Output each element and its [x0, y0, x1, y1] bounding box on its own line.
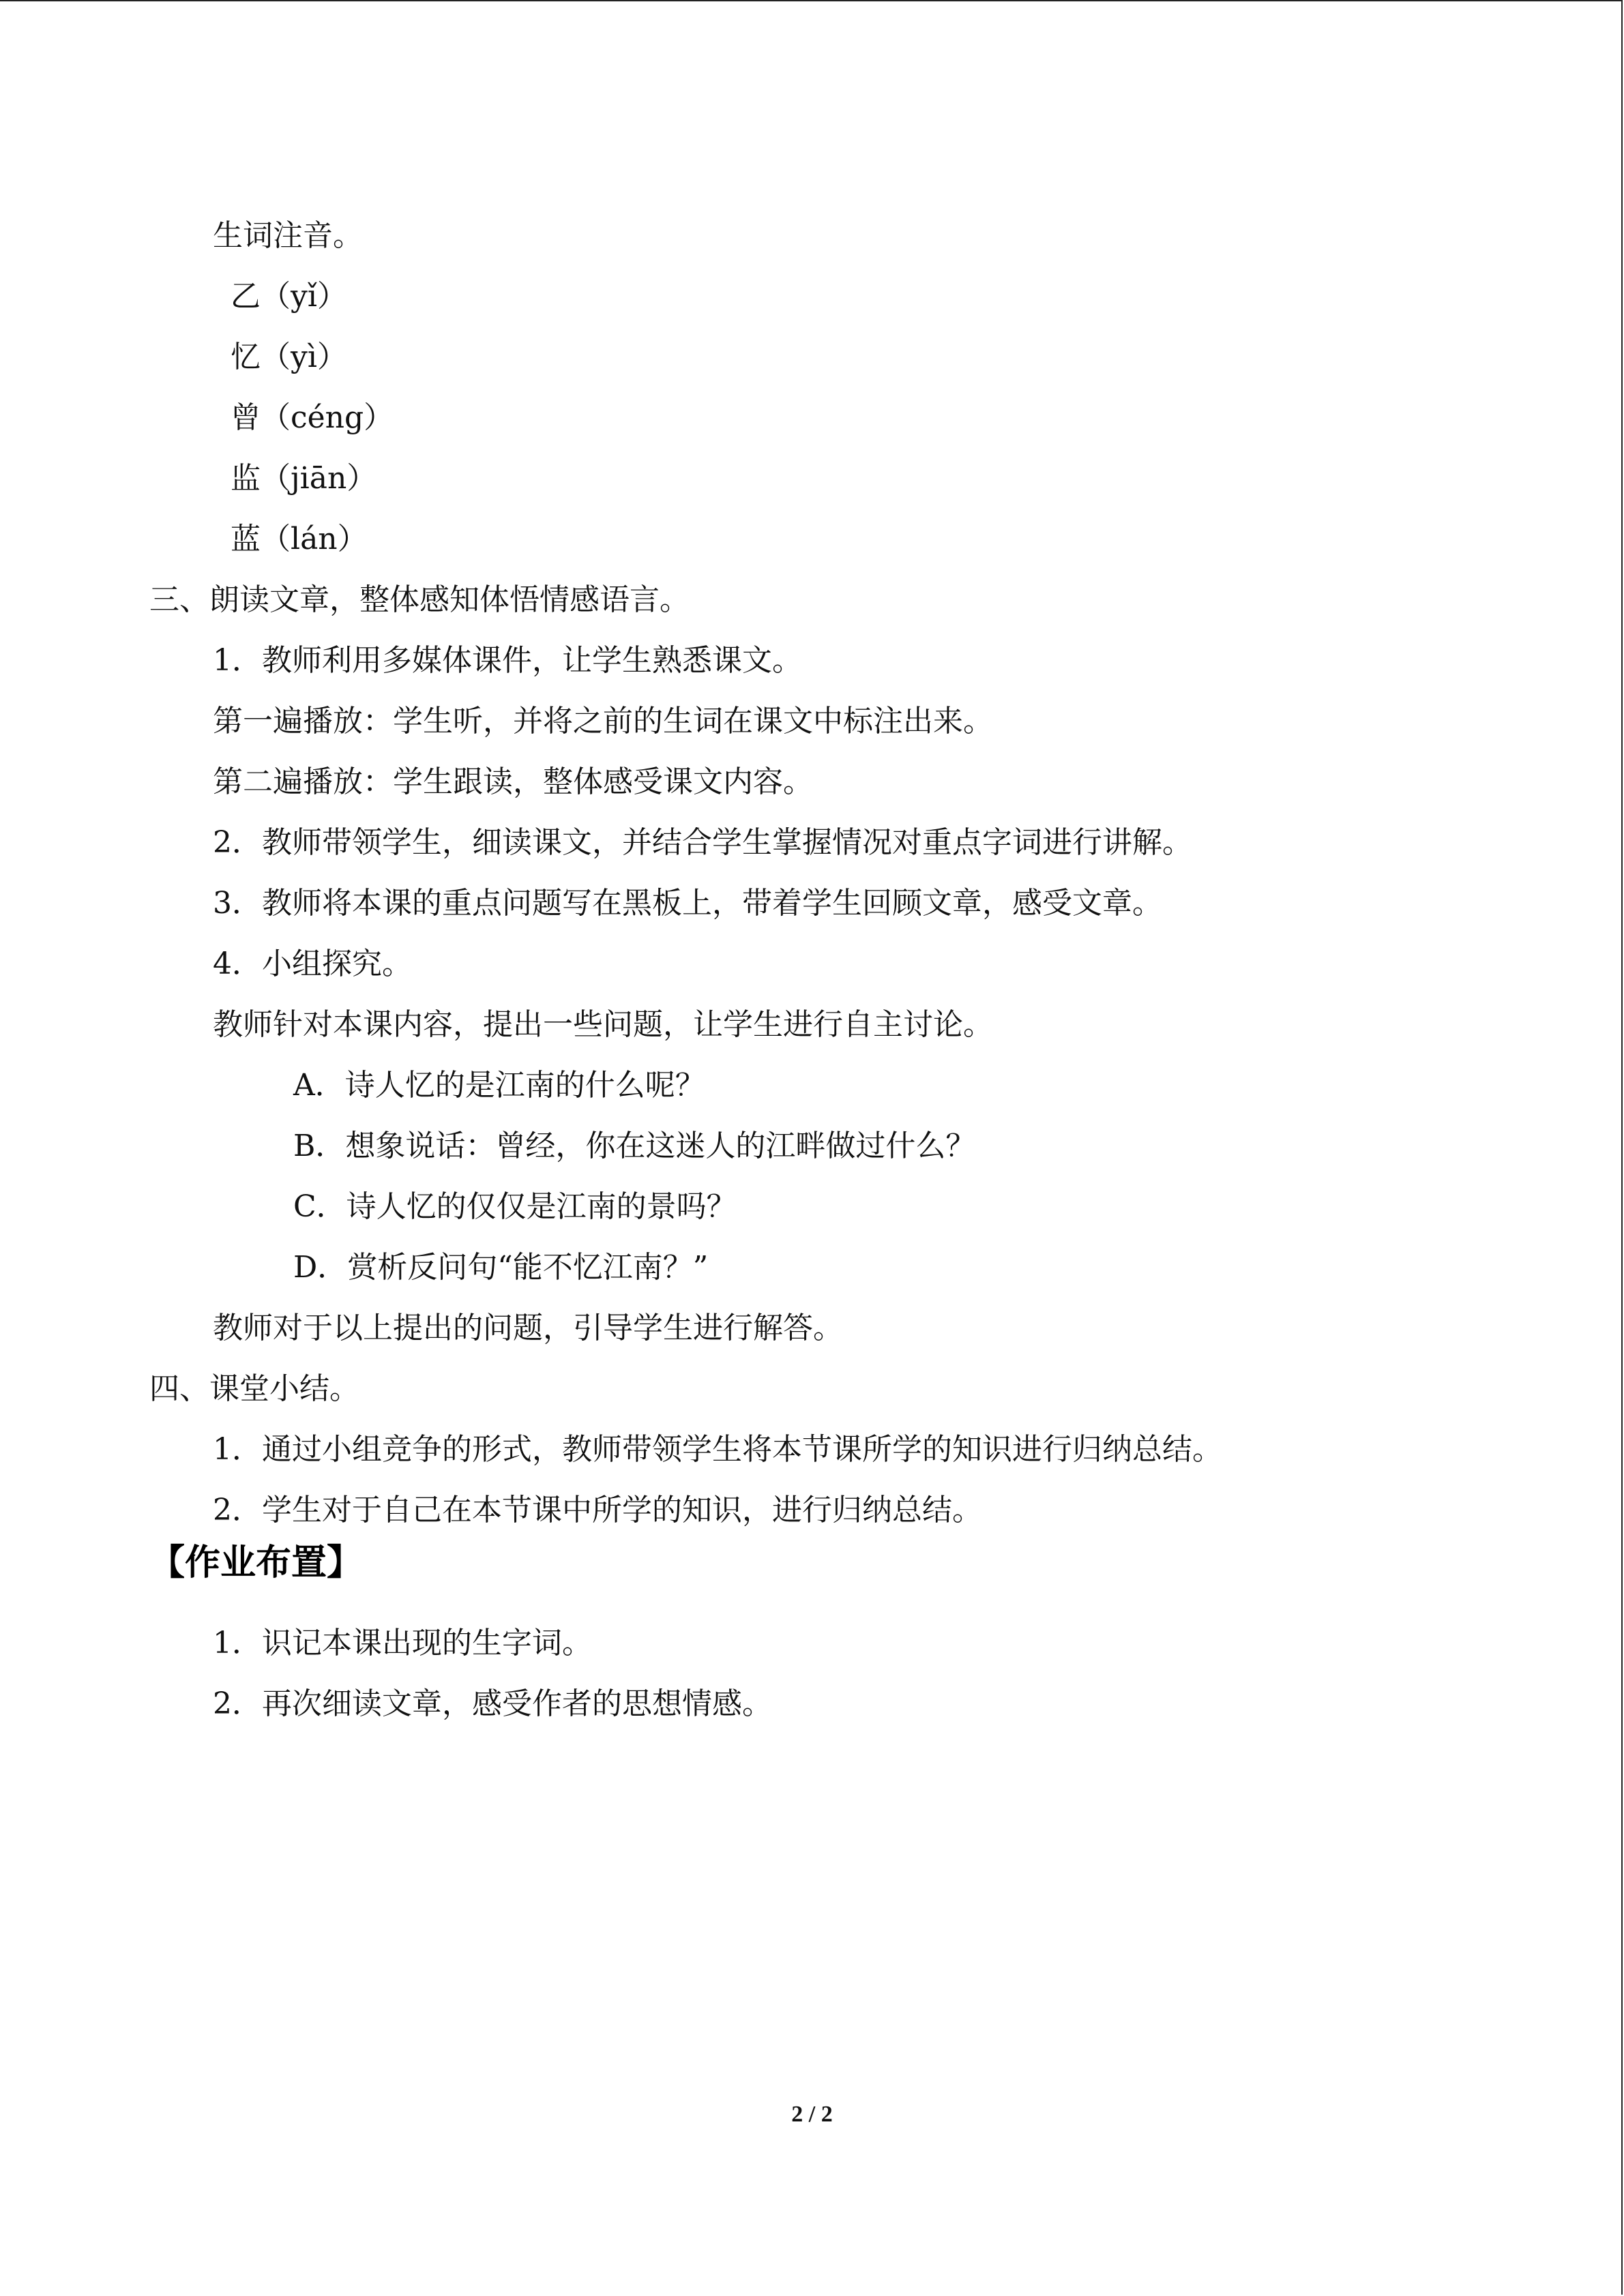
vocab-item: 曾（céng）	[231, 400, 394, 435]
homework-item-1: 1．识记本课出现的生字词。	[213, 1626, 592, 1660]
vocab-item: 监（jiān）	[231, 461, 377, 496]
discussion-question: B．想象说话：曾经，你在这迷人的江畔做过什么？	[293, 1129, 976, 1163]
section-3-title: 三、朗读文章，整体感知体悟情感语言。	[149, 582, 690, 617]
section-4-title: 四、课堂小结。	[149, 1371, 359, 1406]
discussion-outro: 教师对于以上提出的问题，引导学生进行解答。	[213, 1311, 843, 1345]
homework-item-2: 2．再次细读文章，感受作者的思想情感。	[213, 1686, 772, 1721]
discussion-question: D．赏析反问句“能不忆江南？”	[293, 1250, 709, 1285]
playback-first: 第一遍播放：学生听，并将之前的生词在课文中标注出来。	[213, 704, 993, 739]
section-3-step-4: 4．小组探究。	[213, 946, 412, 981]
discussion-intro: 教师针对本课内容，提出一些问题，让学生进行自主讨论。	[213, 1007, 993, 1042]
vocab-item: 蓝（lán）	[231, 522, 368, 556]
section-3-step-1: 1．教师利用多媒体课件，让学生熟悉课文。	[213, 643, 802, 678]
section-4-item-2: 2．学生对于自己在本节课中所学的知识，进行归纳总结。	[213, 1493, 982, 1527]
section-3-step-3: 3．教师将本课的重点问题写在黑板上，带着学生回顾文章，感受文章。	[213, 886, 1162, 921]
page-number: 2 / 2	[791, 2102, 833, 2127]
homework-heading: 【作业布置】	[149, 1542, 363, 1583]
vocab-item: 乙（yǐ）	[231, 279, 347, 314]
discussion-question: A．诗人忆的是江南的什么呢？	[293, 1068, 705, 1103]
section-4-item-1: 1．通过小组竞争的形式，教师带领学生将本节课所学的知识进行归纳总结。	[213, 1432, 1222, 1467]
playback-second: 第二遍播放：学生跟读，整体感受课文内容。	[213, 764, 813, 799]
discussion-question: C．诗人忆的仅仅是江南的景吗？	[293, 1189, 737, 1224]
vocab-intro: 生词注音。	[213, 218, 363, 253]
section-3-step-2: 2．教师带领学生，细读课文，并结合学生掌握情况对重点字词进行讲解。	[213, 825, 1192, 860]
vocab-item: 忆（yì）	[231, 340, 347, 374]
